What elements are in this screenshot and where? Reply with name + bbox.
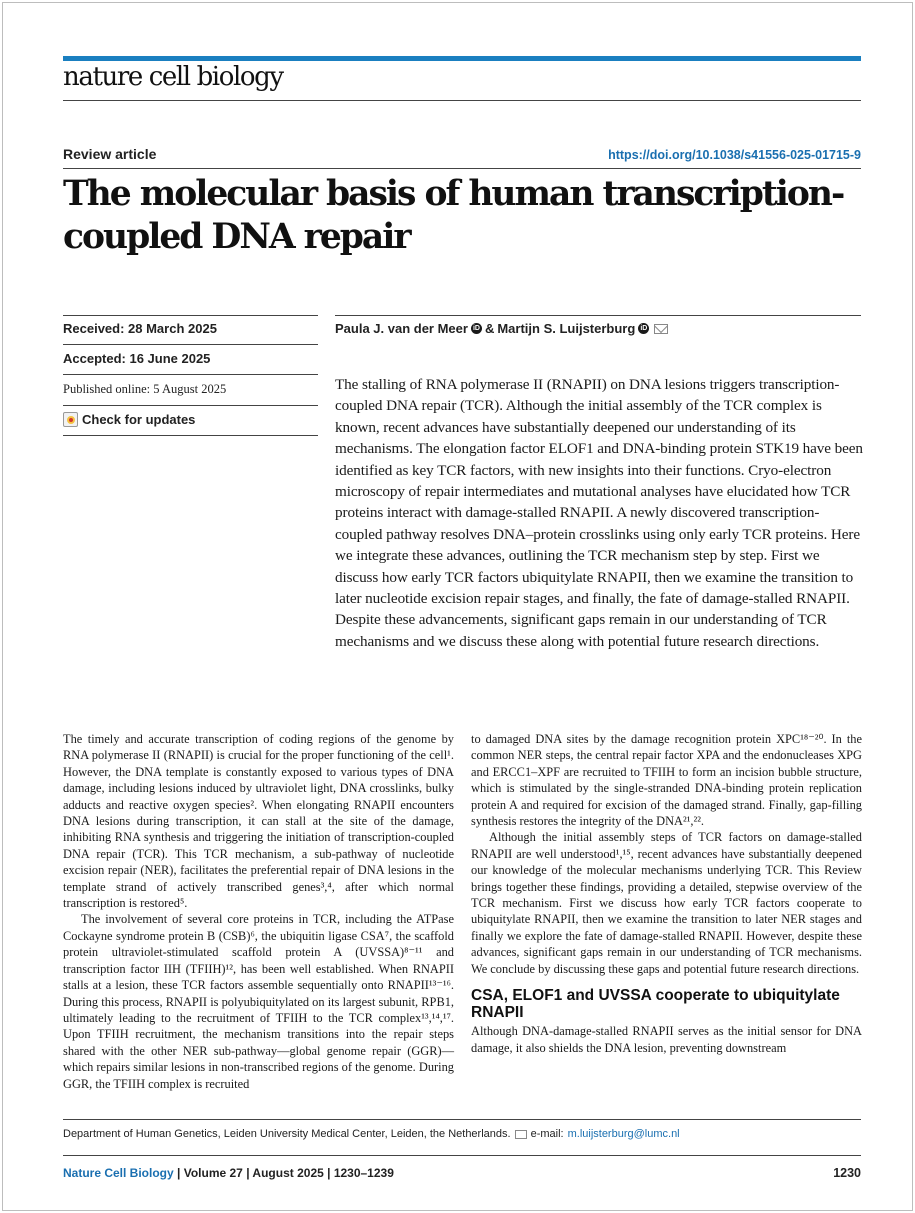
- body-paragraph: The involvement of several core proteins in TCR, including the ATPase Cockayne syndrome protein B (CSB)⁶, the ubiquitin ligase CSA⁷, the scaffold protein ultraviolet-stimulated scaffold protein A (UVSSA)⁸⁻¹¹ and transcription factor IIH (TFIIH)¹², has been well established. When RNAPII stalls at a lesion, these TCR factors assemble sequentially onto RNAPII¹³⁻¹⁶. During this process, RNAPII is polyubiquitylated on its largest subunit, RPB1, ultimately leading to the recruitment of TFIIH to the TCR complex¹³,¹⁴,¹⁷. Upon TFIIH recruitment, the mechanism transitions into the repair steps shared with the other NER sub-pathway—global genome repair (GGR)—which repairs similar lesions in non-transcribed regions of the genome. During GGR, the TFIIH complex is recruited: [63, 912, 454, 1091]
- check-updates-icon: [63, 412, 78, 427]
- body-paragraph: Although DNA-damage-stalled RNAPII serves as the initial sensor for DNA damage, it also shields the DNA lesion, preventing downstream: [471, 1024, 862, 1055]
- mail-icon[interactable]: [654, 324, 668, 334]
- body-paragraph: The timely and accurate transcription of coding regions of the genome by RNA polymerase II (RNAPII) is crucial for the proper functioning of the cell¹. However, the DNA template is constantly exposed to various types of DNA damage, including lesions induced by ultraviolet light, DNA crosslinks, bulky adducts and reactive oxygen species². When elongating RNAPII encounters DNA lesions during transcription, it can stall at the site of the damage, inhibiting RNA synthesis and triggering the initiation of transcription-coupled DNA repair (TCR). This TCR mechanism, a sub-pathway of nucleotide excision repair (NER), facilitates the preferential repair of DNA lesions in the template strand of actively transcribed genes³,⁴, after which normal transcription is restored⁵.: [63, 732, 454, 911]
- author-name[interactable]: Martijn S. Luijsterburg: [497, 321, 636, 336]
- journal-accent-bar: [63, 56, 861, 61]
- meta-rule: [63, 374, 318, 375]
- meta-rule: [63, 435, 318, 436]
- published-date: Published online: 5 August 2025: [63, 382, 227, 396]
- footer-journal-link[interactable]: Nature Cell Biology: [63, 1166, 174, 1180]
- journal-name: nature cell biology: [63, 62, 283, 92]
- body-column-left: [63, 731, 454, 1092]
- section-heading: CSA, ELOF1 and UVSSA cooperate to ubiquitylate RNAPII: [471, 987, 840, 1022]
- article-type: Review article: [63, 146, 157, 162]
- article-title: The molecular basis of human transcription-coupled DNA repair: [63, 174, 844, 257]
- meta-rule: [63, 405, 318, 406]
- footnote-rule: [63, 1119, 861, 1120]
- received-date: Received: 28 March 2025: [63, 321, 217, 336]
- doi-link[interactable]: https://doi.org/10.1038/s41556-025-01715-9: [608, 148, 861, 162]
- page-number: 1230: [833, 1166, 861, 1180]
- email-link[interactable]: m.luijsterburg@lumc.nl: [567, 1128, 680, 1140]
- page-footer: [63, 1166, 394, 1180]
- mail-icon: [515, 1130, 527, 1139]
- author-separator: &: [484, 321, 495, 336]
- body-paragraph: Although the initial assembly steps of TCR factors on damage-stalled RNAPII are well understood¹,¹⁵, recent advances have substantially deepened our knowledge of the molecular mechanisms underlying TCR. This Review brings together these findings, providing a detailed, stepwise overview of the TCR mechanism. First we discuss how early TCR factors cooperate to ubiquitylate RNAPII, then we examine the transition to later NER stages and finally we explore the fate of damage-stalled RNAPII. However, despite these advances, significant gaps remain in our understanding of TCR mechanisms. We conclude by discussing these gaps and potential future research directions.: [471, 830, 862, 976]
- title-rule: [63, 168, 861, 169]
- footer-issue-details: | Volume 27 | August 2025 | 1230–1239: [177, 1166, 394, 1180]
- orcid-icon[interactable]: iD: [640, 325, 648, 332]
- abstract: The stalling of RNA polymerase II (RNAPII) on DNA lesions triggers transcription-coupled DNA repair (TCR). Although the initial assembly of the TCR complex is known, recent advances have substantially deepened our understanding of its mechanisms. The elongation factor ELOF1 and DNA-binding protein STK19 have been identified as key TCR factors, with new insights into their functions. Cryo-electron microscopy of repair intermediates and mutational analyses have elucidated how TCR proteins interact with damage-stalled RNAPII. A newly discovered transcription-coupled pathway resolves DNA–protein crosslinks using only early TCR proteins. Here we integrate these advances, outlining the TCR mechanism step by step. First we discuss how early TCR factors ubiquitylate RNAPII, then we examine the transition to later nucleotide excision repair stages, and finally, the fate of damage-stalled RNAPII. Despite these advancements, significant gaps remain in our understanding of TCR mechanisms and we discuss these along with potential future research directions.: [335, 376, 863, 650]
- author-name[interactable]: Paula J. van der Meer: [335, 321, 468, 336]
- email-label: e-mail:: [530, 1128, 564, 1140]
- affiliation-footnote: [63, 1128, 680, 1140]
- check-for-updates-button[interactable]: [63, 412, 318, 427]
- authors-rule: [335, 315, 861, 316]
- footer-rule: [63, 1155, 861, 1156]
- header-rule: [63, 100, 861, 101]
- accepted-date: Accepted: 16 June 2025: [63, 351, 211, 366]
- body-paragraph: to damaged DNA sites by the damage recognition protein XPC¹⁸⁻²⁰. In the common NER steps, the central repair factor XPA and the endonucleases XPG and ERCC1–XPF are recruited to TFIIH to form an incision bubble structure, which is stimulated by the single-stranded DNA-binding protein replication protein A and required for excision of the damaged strand. Finally, gap-filling synthesis restores the integrity of the DNA²¹,²².: [471, 732, 862, 829]
- meta-rule: [63, 344, 318, 345]
- author-list: [335, 321, 668, 336]
- check-updates-label: Check for updates: [82, 412, 196, 427]
- affiliation-text: Department of Human Genetics, Leiden University Medical Center, Leiden, the Netherlands.: [63, 1128, 511, 1140]
- orcid-icon[interactable]: iD: [472, 325, 480, 332]
- meta-rule: [63, 315, 318, 316]
- body-column-right: [471, 731, 862, 1056]
